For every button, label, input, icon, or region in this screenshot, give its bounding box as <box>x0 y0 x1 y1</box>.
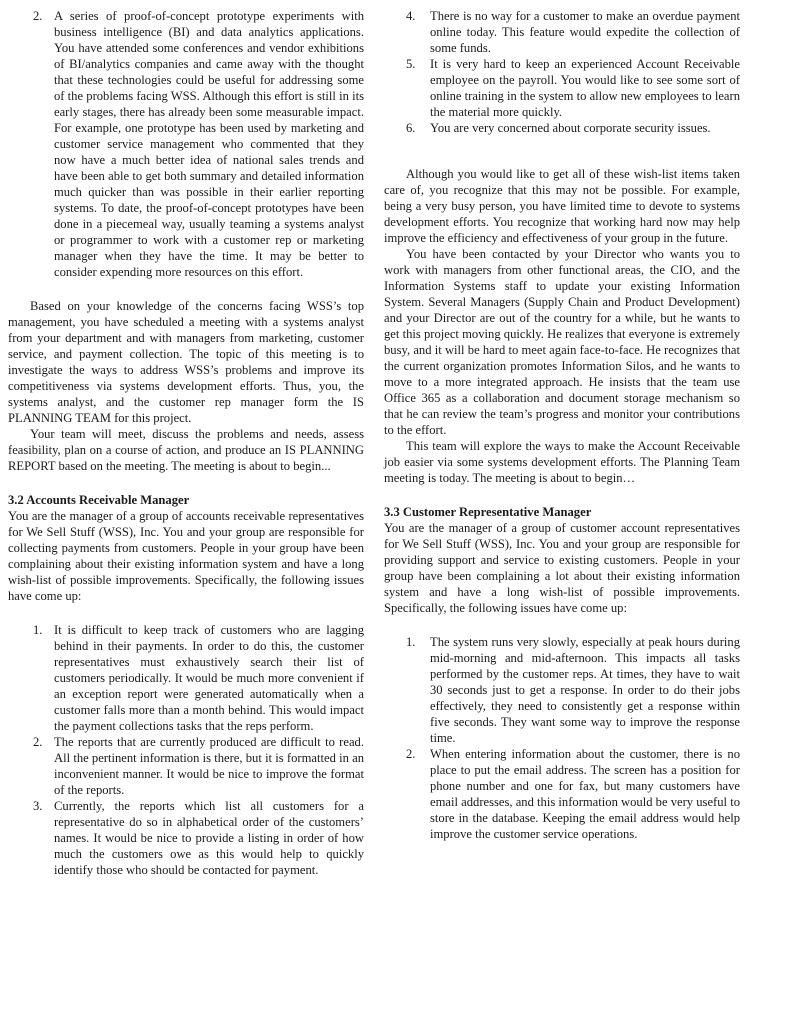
body-paragraph: Based on your knowledge of the concerns facing WSS’s top management, you have scheduled a meeting with a systems analyst from your department and with managers from marketing, customer service, and payment collection. The topic of this meeting is to investigate the ways to address WSS’s problems and improve its competitiveness via systems development efforts. Thus, you, the systems analyst, and the customer rep manager form the IS PLANNING TEAM for this project. <box>8 299 364 425</box>
list-number: 1. <box>406 635 416 649</box>
list-number: 3. <box>33 799 43 813</box>
list-text: A series of proof-of-concept prototype experiments with business intelligence (BI) and data analytics applications. You have attended some conferences and vendor exhibitions of BI/analytics companies and came away with the thought that these technologies could be useful for addressing some of the problems facing WSS. Although this effort is still in its early stages, there has already been some measurable impact. For example, one prototype has been used by marketing and customer service management who commented that they now have a much better idea of national sales trends and have been able to get both summary and detailed information much quicker than was possible in their earlier reporting systems. To date, the proof-of-concept prototypes have been done in a piecemeal way, usually teaming a systems analyst or programmer to work with a customer rep or marketing manager when they have the time. It may be better to consider expending more resources on this effort. <box>54 9 364 279</box>
section-intro: You are the manager of a group of customer account representatives for We Sell Stuff (WSS), Inc. You and your group are responsible for providing support and service to existing customers. People in your group have been complaining a lot about their existing information system and have a long wish-list of possible improvements. Specifically, the following issues have come up: <box>384 521 740 615</box>
list-number: 6. <box>406 121 416 135</box>
list-item <box>384 56 740 120</box>
list-item <box>384 634 740 746</box>
list-number: 2. <box>406 747 416 761</box>
list-number: 4. <box>406 9 416 23</box>
list-number: 1. <box>33 623 43 637</box>
list-item <box>8 8 364 280</box>
section-intro: You are the manager of a group of accounts receivable representatives for We Sell Stuff (WSS), Inc. You and your group are responsible for collecting payments from customers. People in your group have been complaining about their existing information system and have a long wish-list of possible improvements. Specifically, the following issues have come up: <box>8 509 364 603</box>
body-paragraph: Your team will meet, discuss the problems and needs, assess feasibility, plan on a course of action, and produce an IS PLANNING REPORT based on the meeting. The meeting is about to begin... <box>8 427 364 473</box>
body-paragraph: You have been contacted by your Director who wants you to work with managers from other functional areas, the CIO, and the Information Systems staff to update your existing Information System. Several Managers (Supply Chain and Product Development) and your Director are out of the country for a while, but he wants to get this project moving quickly. He realizes that everyone is extremely busy, and it will be hard to meet again face-to-face. He recognizes that the current organization promotes Information Silos, and he wants to move to a more integrated approach. He insists that the team use Office 365 as a collaboration and document storage mechanism so that he can review the team’s progress and monitor your contributions to the effort. <box>384 247 740 437</box>
left-column <box>8 8 364 878</box>
list-item <box>384 8 740 56</box>
body-paragraph: This team will explore the ways to make the Account Receivable job easier via some systems development efforts. The Planning Team meeting is today. The meeting is about to begin… <box>384 439 740 485</box>
list-text: The system runs very slowly, especially at peak hours during mid-morning and mid-afternoon. This impacts all tasks performed by the customer reps. At times, they have to wait 30 seconds just to get a response. In order to do their jobs effectively, they need to consistently get a response within five seconds. They want some way to improve the response time. <box>430 635 740 745</box>
section-heading: 3.2 Accounts Receivable Manager <box>8 493 190 507</box>
list-number: 2. <box>33 735 43 749</box>
list-text: You are very concerned about corporate security issues. <box>430 121 711 135</box>
list-text: There is no way for a customer to make an overdue payment online today. This feature would expedite the collection of some funds. <box>430 9 740 55</box>
issue-list <box>384 634 740 842</box>
section-heading: 3.3 Customer Representative Manager <box>384 505 592 519</box>
body-paragraph: Although you would like to get all of these wish-list items taken care of, you recognize that this may not be possible. For example, being a very busy person, you have limited time to devote to systems development efforts. You recognize that working hard now may help improve the efficiency and effectiveness of your group in the future. <box>384 167 740 245</box>
issue-list <box>8 622 364 878</box>
list-text: The reports that are currently produced are difficult to read. All the pertinent information is there, but it is formatted in an inconvenient manner. It would be nice to improve the format of the reports. <box>54 735 364 797</box>
list-text: It is very hard to keep an experienced Account Receivable employee on the payroll. You would like to see some sort of online training in the system to allow new employees to learn the material more quickly. <box>430 57 740 119</box>
list-number: 5. <box>406 57 416 71</box>
list-item <box>384 120 740 136</box>
list-text: When entering information about the customer, there is no place to put the email address. The screen has a position for phone number and one for fax, but many customers have email addresses, and this information would be very useful to store in the database. Keeping the email address would help improve the customer service operations. <box>430 747 740 841</box>
list-item <box>384 746 740 842</box>
list-item <box>8 798 364 878</box>
list-number: 2. <box>33 9 43 23</box>
list-text: It is difficult to keep track of customers who are lagging behind in their payments. In order to do this, the customer representatives must exhaustively search their list of customers periodically. It would be much more convenient if an exception report were generated automatically when a customer falls more than a month behind. This would impact the payment collections tasks that the reps perform. <box>54 623 364 733</box>
list-item <box>8 734 364 798</box>
list-text: Currently, the reports which list all customers for a representative do so in alphabetical order of the customers’ names. It would be nice to provide a listing in order of how much the customers owe as this would help to quickly identify those who should be contacted for payment. <box>54 799 364 877</box>
left-top-list <box>8 8 364 280</box>
right-top-list <box>384 8 740 136</box>
right-column <box>384 8 740 842</box>
list-item <box>8 622 364 734</box>
